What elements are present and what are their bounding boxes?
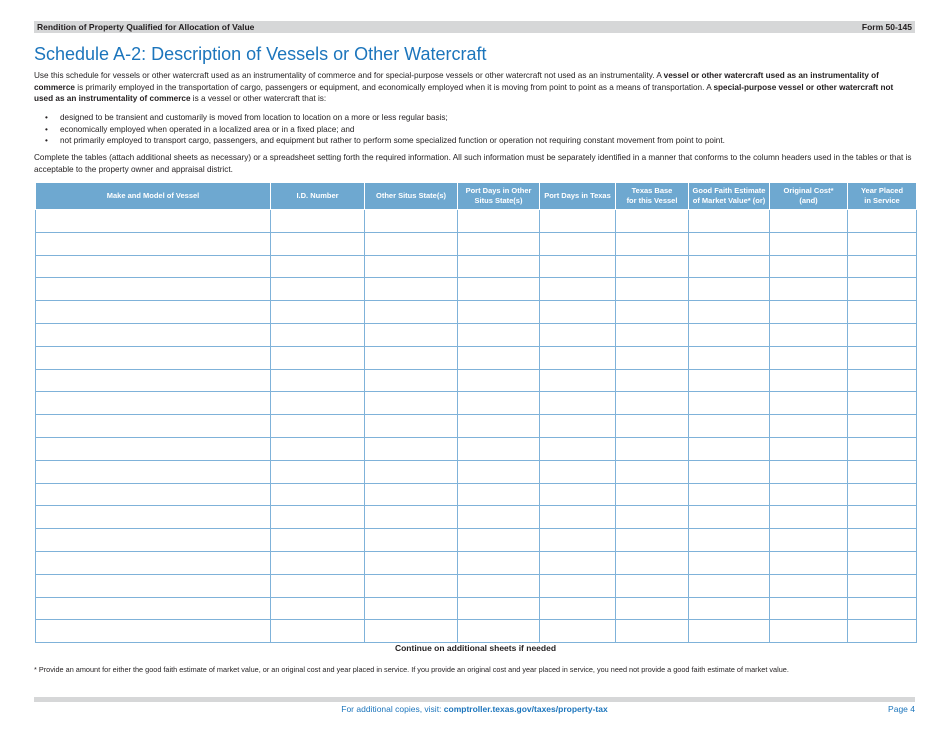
table-cell[interactable]	[689, 392, 770, 415]
table-cell[interactable]	[616, 301, 689, 324]
table-cell[interactable]	[365, 278, 458, 301]
col-header-id-number: I.D. Number	[271, 183, 365, 210]
footnote: * Provide an amount for either the good faith estimate of market value, or an original cost and year placed in service. If you provide an original cost and year placed in service, you need not provide a good faith estimate of market value.	[34, 665, 789, 674]
table-cell[interactable]	[36, 506, 271, 529]
table-cell[interactable]	[271, 620, 365, 643]
table-cell[interactable]	[365, 620, 458, 643]
table-cell[interactable]	[770, 529, 848, 552]
table-cell[interactable]	[540, 301, 616, 324]
intro-text-1: Use this schedule for vessels or other watercraft used as an instrumentality of commerce and for special-purpose vessels or other watercraft not used as an instrumentality. A	[34, 71, 664, 80]
table-cell[interactable]	[848, 255, 917, 278]
table-cell[interactable]	[540, 323, 616, 346]
table-cell[interactable]	[848, 301, 917, 324]
table-cell[interactable]	[689, 210, 770, 233]
table-cell[interactable]	[540, 506, 616, 529]
table-cell[interactable]	[616, 369, 689, 392]
table-cell[interactable]	[848, 415, 917, 438]
table-cell[interactable]	[36, 620, 271, 643]
table-row	[36, 210, 917, 233]
form-header-bar	[34, 21, 915, 33]
table-row	[36, 369, 917, 392]
table-cell[interactable]	[689, 437, 770, 460]
table-row	[36, 255, 917, 278]
table-cell[interactable]	[770, 210, 848, 233]
table-cell[interactable]	[689, 529, 770, 552]
table-row	[36, 506, 917, 529]
table-cell[interactable]	[616, 574, 689, 597]
table-cell[interactable]	[848, 346, 917, 369]
table-cell[interactable]	[616, 529, 689, 552]
table-cell[interactable]	[540, 415, 616, 438]
table-cell[interactable]	[365, 301, 458, 324]
table-cell[interactable]	[271, 392, 365, 415]
form-header-title: Rendition of Property Qualified for Allocation of Value	[37, 22, 255, 32]
intro-paragraph	[34, 70, 914, 105]
table-cell[interactable]	[540, 551, 616, 574]
table-cell[interactable]	[271, 232, 365, 255]
table-cell[interactable]	[770, 597, 848, 620]
table-cell[interactable]	[848, 278, 917, 301]
form-number: Form 50-145	[861, 22, 912, 32]
table-cell[interactable]	[540, 483, 616, 506]
table-row	[36, 415, 917, 438]
table-cell[interactable]	[458, 460, 540, 483]
table-cell[interactable]	[689, 506, 770, 529]
table-row	[36, 597, 917, 620]
table-cell[interactable]	[458, 529, 540, 552]
table-cell[interactable]	[540, 460, 616, 483]
table-cell[interactable]	[271, 483, 365, 506]
table-header-row	[36, 183, 917, 210]
table-cell[interactable]	[365, 483, 458, 506]
table-cell[interactable]	[770, 255, 848, 278]
footer-prefix: For additional copies, visit:	[341, 704, 444, 714]
table-cell[interactable]	[616, 551, 689, 574]
col-header-original-cost: Original Cost* (and)	[770, 183, 848, 210]
table-row	[36, 346, 917, 369]
footer-divider	[34, 697, 915, 702]
table-cell[interactable]	[271, 437, 365, 460]
table-cell[interactable]	[365, 597, 458, 620]
table-cell[interactable]	[36, 301, 271, 324]
col-header-year-placed: Year Placed in Service	[848, 183, 917, 210]
table-cell[interactable]	[848, 232, 917, 255]
footer-copies	[34, 704, 915, 714]
table-cell[interactable]	[848, 437, 917, 460]
table-cell[interactable]	[689, 255, 770, 278]
table-cell[interactable]	[540, 369, 616, 392]
table-row	[36, 483, 917, 506]
table-cell[interactable]	[540, 574, 616, 597]
table-cell[interactable]	[458, 301, 540, 324]
table-cell[interactable]	[770, 483, 848, 506]
table-cell[interactable]	[458, 483, 540, 506]
table-cell[interactable]	[36, 415, 271, 438]
table-cell[interactable]	[540, 392, 616, 415]
table-cell[interactable]	[271, 597, 365, 620]
table-cell[interactable]	[36, 210, 271, 233]
table-cell[interactable]	[365, 437, 458, 460]
table-cell[interactable]	[458, 506, 540, 529]
page-number: Page 4	[888, 704, 915, 714]
table-cell[interactable]	[458, 255, 540, 278]
table-cell[interactable]	[770, 323, 848, 346]
intro-text-2: is primarily employed in the transportation of cargo, passengers or equipment, and economically employed when it is moving from point to point as a means of transportation. A	[74, 82, 714, 92]
comptroller-link[interactable]: comptroller.texas.gov/taxes/property-tax	[443, 704, 608, 714]
table-row	[36, 574, 917, 597]
table-cell[interactable]	[848, 620, 917, 643]
table-cell[interactable]	[540, 620, 616, 643]
table-cell[interactable]	[36, 529, 271, 552]
criteria-item-text: economically employed when operated in a localized area or in a fixed place; and	[60, 124, 355, 134]
table-cell[interactable]	[848, 529, 917, 552]
table-cell[interactable]	[848, 483, 917, 506]
bullet-icon: •	[45, 124, 48, 134]
table-cell[interactable]	[36, 483, 271, 506]
table-cell[interactable]	[365, 255, 458, 278]
table-cell[interactable]	[365, 551, 458, 574]
table-cell[interactable]	[770, 232, 848, 255]
table-cell[interactable]	[848, 210, 917, 233]
table-cell[interactable]	[616, 620, 689, 643]
table-cell[interactable]	[848, 392, 917, 415]
intro-text-3: is a vessel or other watercraft that is:	[190, 94, 327, 104]
table-cell[interactable]	[770, 460, 848, 483]
table-cell[interactable]	[689, 232, 770, 255]
table-cell[interactable]	[365, 415, 458, 438]
table-cell[interactable]	[689, 278, 770, 301]
table-cell[interactable]	[271, 506, 365, 529]
table-cell[interactable]	[271, 210, 365, 233]
table-cell[interactable]	[770, 369, 848, 392]
table-cell[interactable]	[689, 620, 770, 643]
table-row	[36, 323, 917, 346]
criteria-item-text: not primarily employed to transport cargo, passengers, and equipment but rather to perform some specialized function or operation not requiring constant movement from point to point.	[60, 136, 725, 146]
table-cell[interactable]	[271, 460, 365, 483]
table-cell[interactable]	[36, 574, 271, 597]
intro-term-commerce: vessel or other watercraft used as an instrumentality of commerce	[34, 71, 879, 92]
table-row	[36, 301, 917, 324]
table-cell[interactable]	[36, 323, 271, 346]
criteria-item	[34, 135, 914, 147]
table-cell[interactable]	[36, 369, 271, 392]
table-cell[interactable]	[770, 346, 848, 369]
table-cell[interactable]	[689, 369, 770, 392]
table-cell[interactable]	[458, 597, 540, 620]
table-cell[interactable]	[36, 255, 271, 278]
bullet-icon: •	[45, 136, 48, 146]
table-cell[interactable]	[271, 551, 365, 574]
table-row	[36, 551, 917, 574]
table-cell[interactable]	[540, 437, 616, 460]
table-row	[36, 529, 917, 552]
col-header-market-value: Good Faith Estimate of Market Value* (or)	[689, 183, 770, 210]
table-cell[interactable]	[770, 415, 848, 438]
table-cell[interactable]	[770, 301, 848, 324]
table-cell[interactable]	[365, 369, 458, 392]
table-cell[interactable]	[770, 437, 848, 460]
table-cell[interactable]	[689, 346, 770, 369]
criteria-item	[34, 112, 914, 124]
table-cell[interactable]	[271, 255, 365, 278]
table-cell[interactable]	[848, 597, 917, 620]
table-cell[interactable]	[271, 574, 365, 597]
table-cell[interactable]	[616, 346, 689, 369]
col-header-texas-base: Texas Base for this Vessel	[616, 183, 689, 210]
table-cell[interactable]	[540, 210, 616, 233]
table-cell[interactable]	[271, 415, 365, 438]
table-cell[interactable]	[848, 369, 917, 392]
table-cell[interactable]	[848, 460, 917, 483]
table-cell[interactable]	[458, 346, 540, 369]
table-cell[interactable]	[616, 415, 689, 438]
col-header-other-situs-states: Other Situs State(s)	[365, 183, 458, 210]
bullet-icon: •	[45, 113, 48, 122]
table-cell[interactable]	[36, 346, 271, 369]
table-cell[interactable]	[540, 597, 616, 620]
table-cell[interactable]	[770, 392, 848, 415]
col-header-port-days-texas: Port Days in Texas	[540, 183, 616, 210]
table-cell[interactable]	[458, 437, 540, 460]
table-cell[interactable]	[271, 278, 365, 301]
table-row	[36, 620, 917, 643]
table-cell[interactable]	[616, 460, 689, 483]
table-cell[interactable]	[271, 369, 365, 392]
table-cell[interactable]	[458, 369, 540, 392]
table-cell[interactable]	[689, 415, 770, 438]
table-cell[interactable]	[689, 323, 770, 346]
table-cell[interactable]	[36, 551, 271, 574]
table-cell[interactable]	[365, 529, 458, 552]
table-row	[36, 392, 917, 415]
table-row	[36, 460, 917, 483]
table-cell[interactable]	[36, 460, 271, 483]
intro-term-special-purpose: special-purpose vessel or other watercraft not used as an instrumentality of commerce	[34, 82, 894, 104]
table-cell[interactable]	[689, 551, 770, 574]
table-cell[interactable]	[848, 574, 917, 597]
table-cell[interactable]	[540, 278, 616, 301]
instructions-paragraph: Complete the tables (attach additional sheets as necessary) or a spreadsheet setting forth the required information. All such information must be separately identified in a manner that conforms to the column headers used in the tables or that is acceptable to the property owner and appraisal district.	[34, 153, 912, 174]
table-cell[interactable]	[770, 620, 848, 643]
table-cell[interactable]	[365, 506, 458, 529]
table-cell[interactable]	[848, 506, 917, 529]
table-cell[interactable]	[689, 574, 770, 597]
table-cell[interactable]	[365, 210, 458, 233]
criteria-item-text: designed to be transient and customarily is moved from location to location on a more or less regular basis;	[60, 113, 448, 122]
table-cell[interactable]	[271, 529, 365, 552]
table-cell[interactable]	[616, 437, 689, 460]
table-cell[interactable]	[36, 232, 271, 255]
col-header-make-model: Make and Model of Vessel	[36, 183, 271, 210]
table-cell[interactable]	[271, 346, 365, 369]
continue-note: Continue on additional sheets if needed	[394, 643, 557, 653]
table-cell[interactable]	[365, 392, 458, 415]
table-cell[interactable]	[271, 301, 365, 324]
table-cell[interactable]	[616, 255, 689, 278]
table-cell[interactable]	[540, 255, 616, 278]
table-cell[interactable]	[458, 415, 540, 438]
table-cell[interactable]	[458, 210, 540, 233]
table-cell[interactable]	[36, 278, 271, 301]
table-cell[interactable]	[36, 392, 271, 415]
table-cell[interactable]	[458, 574, 540, 597]
table-cell[interactable]	[36, 597, 271, 620]
table-body	[36, 210, 917, 643]
table-cell[interactable]	[616, 392, 689, 415]
table-cell[interactable]	[689, 460, 770, 483]
table-cell[interactable]	[770, 506, 848, 529]
table-cell[interactable]	[689, 483, 770, 506]
criteria-item	[34, 124, 914, 136]
table-cell[interactable]	[458, 620, 540, 643]
table-cell[interactable]	[616, 483, 689, 506]
table-cell[interactable]	[770, 574, 848, 597]
schedule-title: Schedule A-2: Description of Vessels or Other Watercraft	[34, 44, 487, 64]
table-cell[interactable]	[365, 346, 458, 369]
table-cell[interactable]	[365, 460, 458, 483]
table-cell[interactable]	[271, 323, 365, 346]
table-cell[interactable]	[770, 278, 848, 301]
table-cell[interactable]	[365, 574, 458, 597]
table-cell[interactable]	[616, 506, 689, 529]
table-cell[interactable]	[458, 278, 540, 301]
table-row	[36, 437, 917, 460]
table-cell[interactable]	[540, 232, 616, 255]
table-cell[interactable]	[770, 551, 848, 574]
table-cell[interactable]	[689, 301, 770, 324]
table-cell[interactable]	[36, 437, 271, 460]
table-cell[interactable]	[458, 323, 540, 346]
table-cell[interactable]	[689, 597, 770, 620]
table-cell[interactable]	[616, 210, 689, 233]
table-cell[interactable]	[365, 232, 458, 255]
table-cell[interactable]	[616, 597, 689, 620]
table-cell[interactable]	[458, 551, 540, 574]
table-cell[interactable]	[616, 232, 689, 255]
table-cell[interactable]	[458, 392, 540, 415]
table-cell[interactable]	[848, 551, 917, 574]
table-cell[interactable]	[616, 278, 689, 301]
table-cell[interactable]	[540, 346, 616, 369]
table-cell[interactable]	[616, 323, 689, 346]
table-row	[36, 278, 917, 301]
vessel-table	[35, 183, 917, 643]
col-header-port-days-other: Port Days in Other Situs State(s)	[458, 183, 540, 210]
table-cell[interactable]	[540, 529, 616, 552]
table-cell[interactable]	[458, 232, 540, 255]
criteria-list	[34, 112, 914, 147]
table-cell[interactable]	[365, 323, 458, 346]
table-row	[36, 232, 917, 255]
table-cell[interactable]	[848, 323, 917, 346]
